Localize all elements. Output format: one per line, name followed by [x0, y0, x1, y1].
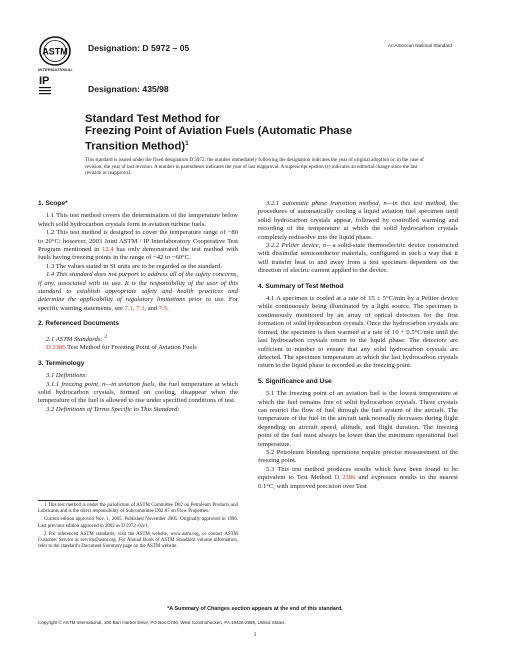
- title-line: Standard Test Method for: [85, 113, 220, 125]
- footnote: 2 For referenced ASTM standards, visit the ASTM website, www.astm.org, or contact ASTM Customer Service at service@astm.org. For Annual Book of ASTM Standards volume information, refer to the standard's Document Summary page on the ASTM website.: [38, 531, 238, 550]
- section-heading-significance: 5. Significance and Use: [258, 377, 332, 385]
- paragraph-3-1: 3.1 Definitions:: [46, 372, 88, 380]
- section-heading-terminology: 3. Terminology: [38, 359, 85, 367]
- link-7-3[interactable]: 7.3: [136, 304, 145, 312]
- american-national-standard: An American National Standard: [387, 43, 452, 48]
- paragraph-3-2: 3.2 Definitions of Terms Specific to This Standard:: [46, 405, 180, 413]
- footnotes: [38, 503, 238, 552]
- link-d2386-2[interactable]: D 2386: [334, 474, 356, 482]
- section-heading-referenced-documents: 2. Referenced Documents: [38, 320, 119, 328]
- designation-ip: Designation: 435/98: [88, 84, 169, 94]
- astm-logo-icon: [38, 36, 72, 66]
- paragraph-1-2: 1.2 This test method is designed to cover the temperature range of −80 to 20°C; however, 2003 Joint ASTM / IP Interlaboratory Cooperative Test Program mentioned in 12.4 has only demonstrated the test method with fuels having freezing points in the range of −42 to −60°C.: [38, 229, 238, 262]
- paragraph-1-3: 1.3 The values stated in SI units are to be regarded as the standard.: [46, 262, 222, 270]
- left-column: [38, 200, 238, 414]
- standard-note: This standard is issued under the fixed designation D 5972; the number immediately following the designation indicates the year of original adoption or, in the case of revision, the year of last revision. A number in parentheses indicates the year of last reapproval. A superscript epsilon (ε) indicates an editorial change since the last revision or reapproval.: [85, 157, 424, 177]
- document-title: [85, 113, 425, 153]
- astm-logo-text: ASTM: [42, 46, 68, 57]
- paragraph-5-1: 5.1 The freezing point of an aviation fuel is the lowest temperature at which the fuel remains free of solid hydrocarbon crystals. These crystals can restrict the flow of fuel through the fuel system of the aircraft. The temperature of the fuel in the aircraft tank normally decreases during flight depending on aircraft speed, altitude, and flight duration. The freezing point of the fuel must always be lower than the minimum operational fuel temperature.: [258, 390, 458, 448]
- paragraph-3-2-2: 3.2.2 Peltier device, n—a solid-state thermoelectric device constructed with dissimilar semiconductor materials, configured in such a way that it will transfer heat to and away from a test specimen dependent on the direction of electric current applied to the device.: [258, 242, 458, 275]
- ip-logo: [38, 72, 78, 103]
- page-number: 1: [253, 632, 257, 638]
- title-footnote-marker: 1: [185, 139, 189, 147]
- link-d2386[interactable]: D 2386: [46, 344, 66, 352]
- footnote: 1 This test method is under the jurisdiction of ASTM Committee D02 on Petroleum Products and Lubricants and is the direct responsibility of Subcommittee D02.07 on Flow Properties.: [38, 503, 238, 515]
- title-line: Freezing Point of Aviation Fuels (Automatic Phase: [85, 125, 353, 138]
- link-7-5[interactable]: 7.5: [158, 304, 168, 312]
- paragraph-1-4: 1.4 This standard does not purport to address all of the safety concerns, if any, associated with its use. It is the responsibility of the user of this standard to establish appropriate safety and health practices and determine the applicability of regulatory limitations prior to use. For specific warning statements, see 7.1, 7.3, and 7.5.: [38, 271, 239, 312]
- reference-d2386: D 2386 Test Method for Freezing Point of Aviation Fuels: [46, 344, 197, 352]
- title-line: Transition Method)$^1$: [85, 139, 189, 153]
- summary-of-changes-note: *A Summary of Changes section appears at the end of this standard.: [167, 606, 343, 612]
- paragraph-3-1-1: 3.1.1 freezing point, n—in aviation fuels, the fuel temperature at which solid hydrocarbon crystals, formed on cooling, disappear when the temperature of the fuel is allowed to rise under specified conditions of test.: [38, 380, 238, 405]
- right-column: [258, 200, 458, 491]
- section-heading-scope: 1. Scope*: [38, 200, 68, 207]
- section-heading-summary: 4. Summary of Test Method: [258, 282, 344, 290]
- paragraph-5-2: 5.2 Petroleum blending operations require precise measurement of the freezing point.: [258, 448, 458, 465]
- paragraph-3-2-1: 3.2.1 automatic phase transition method, n—in this test method, the procedures of automatically cooling a liquid aviation fuel specimen until solid hydrocarbon crystals appear, followed by controlled warming and recording of the temperature at which the solid hydrocarbon crystals completely redissolve into the liquid phase.: [258, 200, 458, 241]
- paragraph-2-1: 2.1 ASTM Standards: $^2$: [46, 333, 108, 343]
- astm-logo: [38, 36, 72, 72]
- footnote: Current edition approved Nov. 1, 2005. Published November 2005. Originally approved in 1996. Last previous edition approved in 2002 as D 5972–02ε1.: [38, 517, 238, 529]
- paragraph-1-1: 1.1 This test method covers the determination of the temperature below which solid hydrocarbon crystals form in aviation turbine fuels.: [38, 212, 238, 228]
- link-12-4[interactable]: 12.4: [102, 246, 114, 254]
- copyright: Copyright © ASTM International, 100 Barr Harbor Drive, PO Box C700, West Conshohocken, PA 19428-2959, United States.: [38, 620, 286, 625]
- designation: Designation: D 5972 – 05: [88, 43, 190, 53]
- ip-logo-icon: [38, 72, 78, 98]
- paragraph-5-3: 5.3 This test method produces results which have been found to be equivalent to Test Method D 2386 and expresses results to the nearest 0.1°C, with improved precision over Test: [258, 465, 458, 490]
- footnote-rule: [38, 500, 98, 501]
- link-7-1[interactable]: 7.1: [124, 304, 133, 312]
- paragraph-4-1: 4.1 A specimen is cooled at a rate of 15 ± 5°C/min by a Peltier device while continuously being illuminated by a light source. The specimen is continuously monitored by an array of optical detectors for the first formation of solid hydrocarbon crystals. Once the hydrocarbon crystals are formed, the specimen is then warmed at a rate of 10 + 0.5°C/min until the last hydrocarbon crystals return to the liquid phase. The detectors are sufficient in number to ensure that any solid hydrocarbon crystals are detected. The specimen temperature at which the last hydrocarbon crystals return to the liquid phase is recorded as the freezing point.: [258, 295, 458, 370]
- ip-logo-text: IP: [39, 75, 50, 87]
- astm-logo-subtext: INTERNATIONAL: [38, 67, 73, 72]
